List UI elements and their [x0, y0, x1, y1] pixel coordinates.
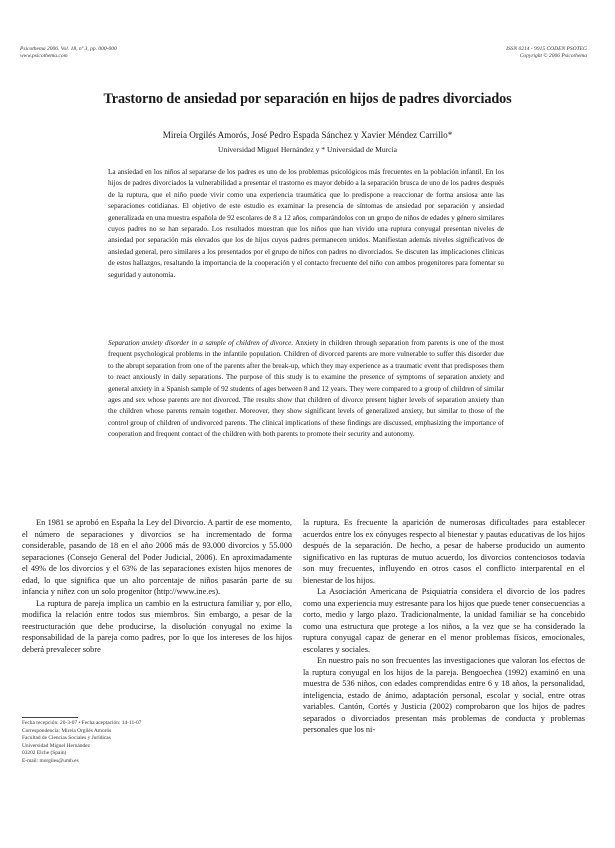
footnote-line: Facultad de Ciencias Sociales y Jurídicas — [22, 735, 111, 742]
body-paragraph: la ruptura. Es frecuente la aparición de numerosas dificultades para establecer acuerdos entre los ex cónyuges respecto al bienestar y pautas educativas de los hijos después de la separación. De hecho, a pesar de haberse producido un aumento significativo en las rupturas de mutuo acuerdo, los divorcios contenciosos todavía son muy frecuentes, influyendo en otros casos el conflicto interparental en el bienestar de los hijos. — [303, 518, 585, 585]
journal-header-right — [506, 46, 587, 60]
body-paragraph: La ruptura de pareja implica un cambio en la estructura familiar y, por ello, modifica la relación entre todos sus miembros. Sin embargo, a pesar de la reestructuración que debe producirse, la disolución conyugal no exime la responsabilidad de la pareja como padres, por lo que los intereses de los hijos deberá prevalecer sobre — [22, 598, 292, 654]
correspondence-footnote — [22, 720, 222, 766]
abstract-spanish: La ansiedad en los niños al separarse de los padres es uno de los problemas psicológicos más frecuentes en la población infantil. En los hijos de padres divorciados la vulnerabilidad a presentar el trastorno es mayor debido a la separación brusca de uno de los padres después de la ruptura, que el niño puede vivir como una experiencia traumática que lo predispone a reaccionar de forma ansiosa ante las separaciones cotidianas. El objetivo de este estudio es examinar la presencia de síntomas de ansiedad por separación y ansiedad generalizada en una muestra española de 92 escolares de 8 a 12 años, comparándolos con un grupo de niños de edades y género similares cuyos padres no se han separado. Los resultados muestran que los niños que han vivido una ruptura conyugal presentan niveles de ansiedad por separación más elevados que los de hijos cuyos padres permanecen unidos. Manifiestan además niveles significativos de ansiedad general, pero similares a los presentados por el grupo de niños con padres no divorciados. Se discuten las implicaciones clínicas de estos hallazgos, resaltando la importancia de la cooperación y el contacto frecuente del niño con ambos progenitores para fomentar su seguridad y autonomía. — [108, 168, 504, 279]
affiliation: Universidad Miguel Hernández y * Universidad de Murcia — [217, 145, 398, 154]
issn-line: ISSN 0214 - 9915 CODEN PSOTEG — [506, 46, 587, 52]
journal-citation: Psicothema 2006. Vol. 18, nº 3, pp. 000-000 — [20, 46, 117, 52]
copyright-line: Copyright © 2006 Psicothema — [519, 53, 587, 59]
abstract-english-title: Separation anxiety disorder in a sample of children of divorce. — [108, 339, 294, 347]
body-paragraph: La Asociación Americana de Psiquiatría considera el divorcio de los padres como una experiencia muy estresante para los hijos que puede tener consecuencias a corto, medio y largo plazo. Tradicionalmente, la unidad familiar se ha concebido como una estructura que protege a los niños, a la vez que se ha considerado la ruptura conyugal capaz de generar en el menor problemas físicos, emocionales, escolares y sociales. — [303, 587, 585, 654]
footnote-line: E-mail: morgiles@umh.es — [22, 757, 79, 764]
footnote-divider — [22, 717, 78, 718]
body-column-left — [22, 517, 292, 655]
body-paragraph: En nuestro país no son frecuentes las investigaciones que valoran los efectos de la ruptura conyugal en los hijos de la pareja. Bengoechea (1992) examinó en una muestra de 536 niños, con edades comprendidas entre 6 y 18 años, la personalidad, inteligencia, estado de ánimo, adaptación personal, escolar y social, entre otras variables. Cantón, Cortés y Justicia (2002) comprobaron que los hijos de padres separados o divorciados presentan más problemas de conducta y problemas personales que los ni- — [303, 656, 585, 734]
body-paragraph: En 1981 se aprobó en España la Ley del Divorcio. A partir de ese momento, el número de separaciones y divorcios se ha incrementado de forma considerable, pasando de 18 en el año 2006 más de 93.000 divorcios y 55.000 separaciones (Consejo General del Poder Judicial, 2006). En aproximadamente el 49% de los divorcios y el 63% de las separaciones existen hijos menores de edad, lo que significa que un alto porcentaje de niños pasarán parte de su infancia y niñez con un solo progenitor (http://www.ine.es). — [22, 518, 292, 596]
abstract-english — [108, 338, 504, 441]
journal-header-left — [20, 46, 117, 60]
footnote-line: Fecha recepción: 20-3-07 • Fecha aceptación: 14-11-07 — [22, 720, 142, 726]
footnote-line: Correspondencia: Mireia Orgilés Amorós — [22, 727, 112, 734]
body-column-right — [303, 517, 585, 736]
abstract-english-text: Anxiety in children through separation from parents is one of the most frequent psychological problems in the infantile population. Children of divorced parents are more vulnerable to suffer this disorder due to the abrupt separation from one of the parents after the break-up, which they may experience as a traumatic event that predisposes them to react anxiously in daily separations. The purpose of this study is to examine the presence of symptoms of separation anxiety and general anxiety in a Spanish sample of 92 students of ages between 8 and 12 years. They were compared to a group of children of similar ages and sex whose parents are not divorced. The results show that children of divorce present higher levels of separation anxiety than the children whose parents remain together. Moreover, they show significant levels of generalized anxiety, but similar to those of the control group of children of undivorced parents. The clinical implications of these findings are discussed, emphasizing the importance of cooperation and frequent contact of the children with both parents to promote their security and autonomy. — [108, 339, 504, 439]
footnote-line: Universidad Miguel Hernández — [22, 742, 90, 749]
journal-url: www.psicothema.com — [20, 53, 68, 59]
article-title: Trastorno de ansiedad por separación en hijos de padres divorciados — [103, 91, 512, 107]
footnote-line: 03202 Elche (Spain) — [22, 750, 67, 757]
author-list: Mireia Orgilés Amorós, José Pedro Espada Sánchez y Xavier Méndez Carrillo* — [162, 130, 453, 140]
